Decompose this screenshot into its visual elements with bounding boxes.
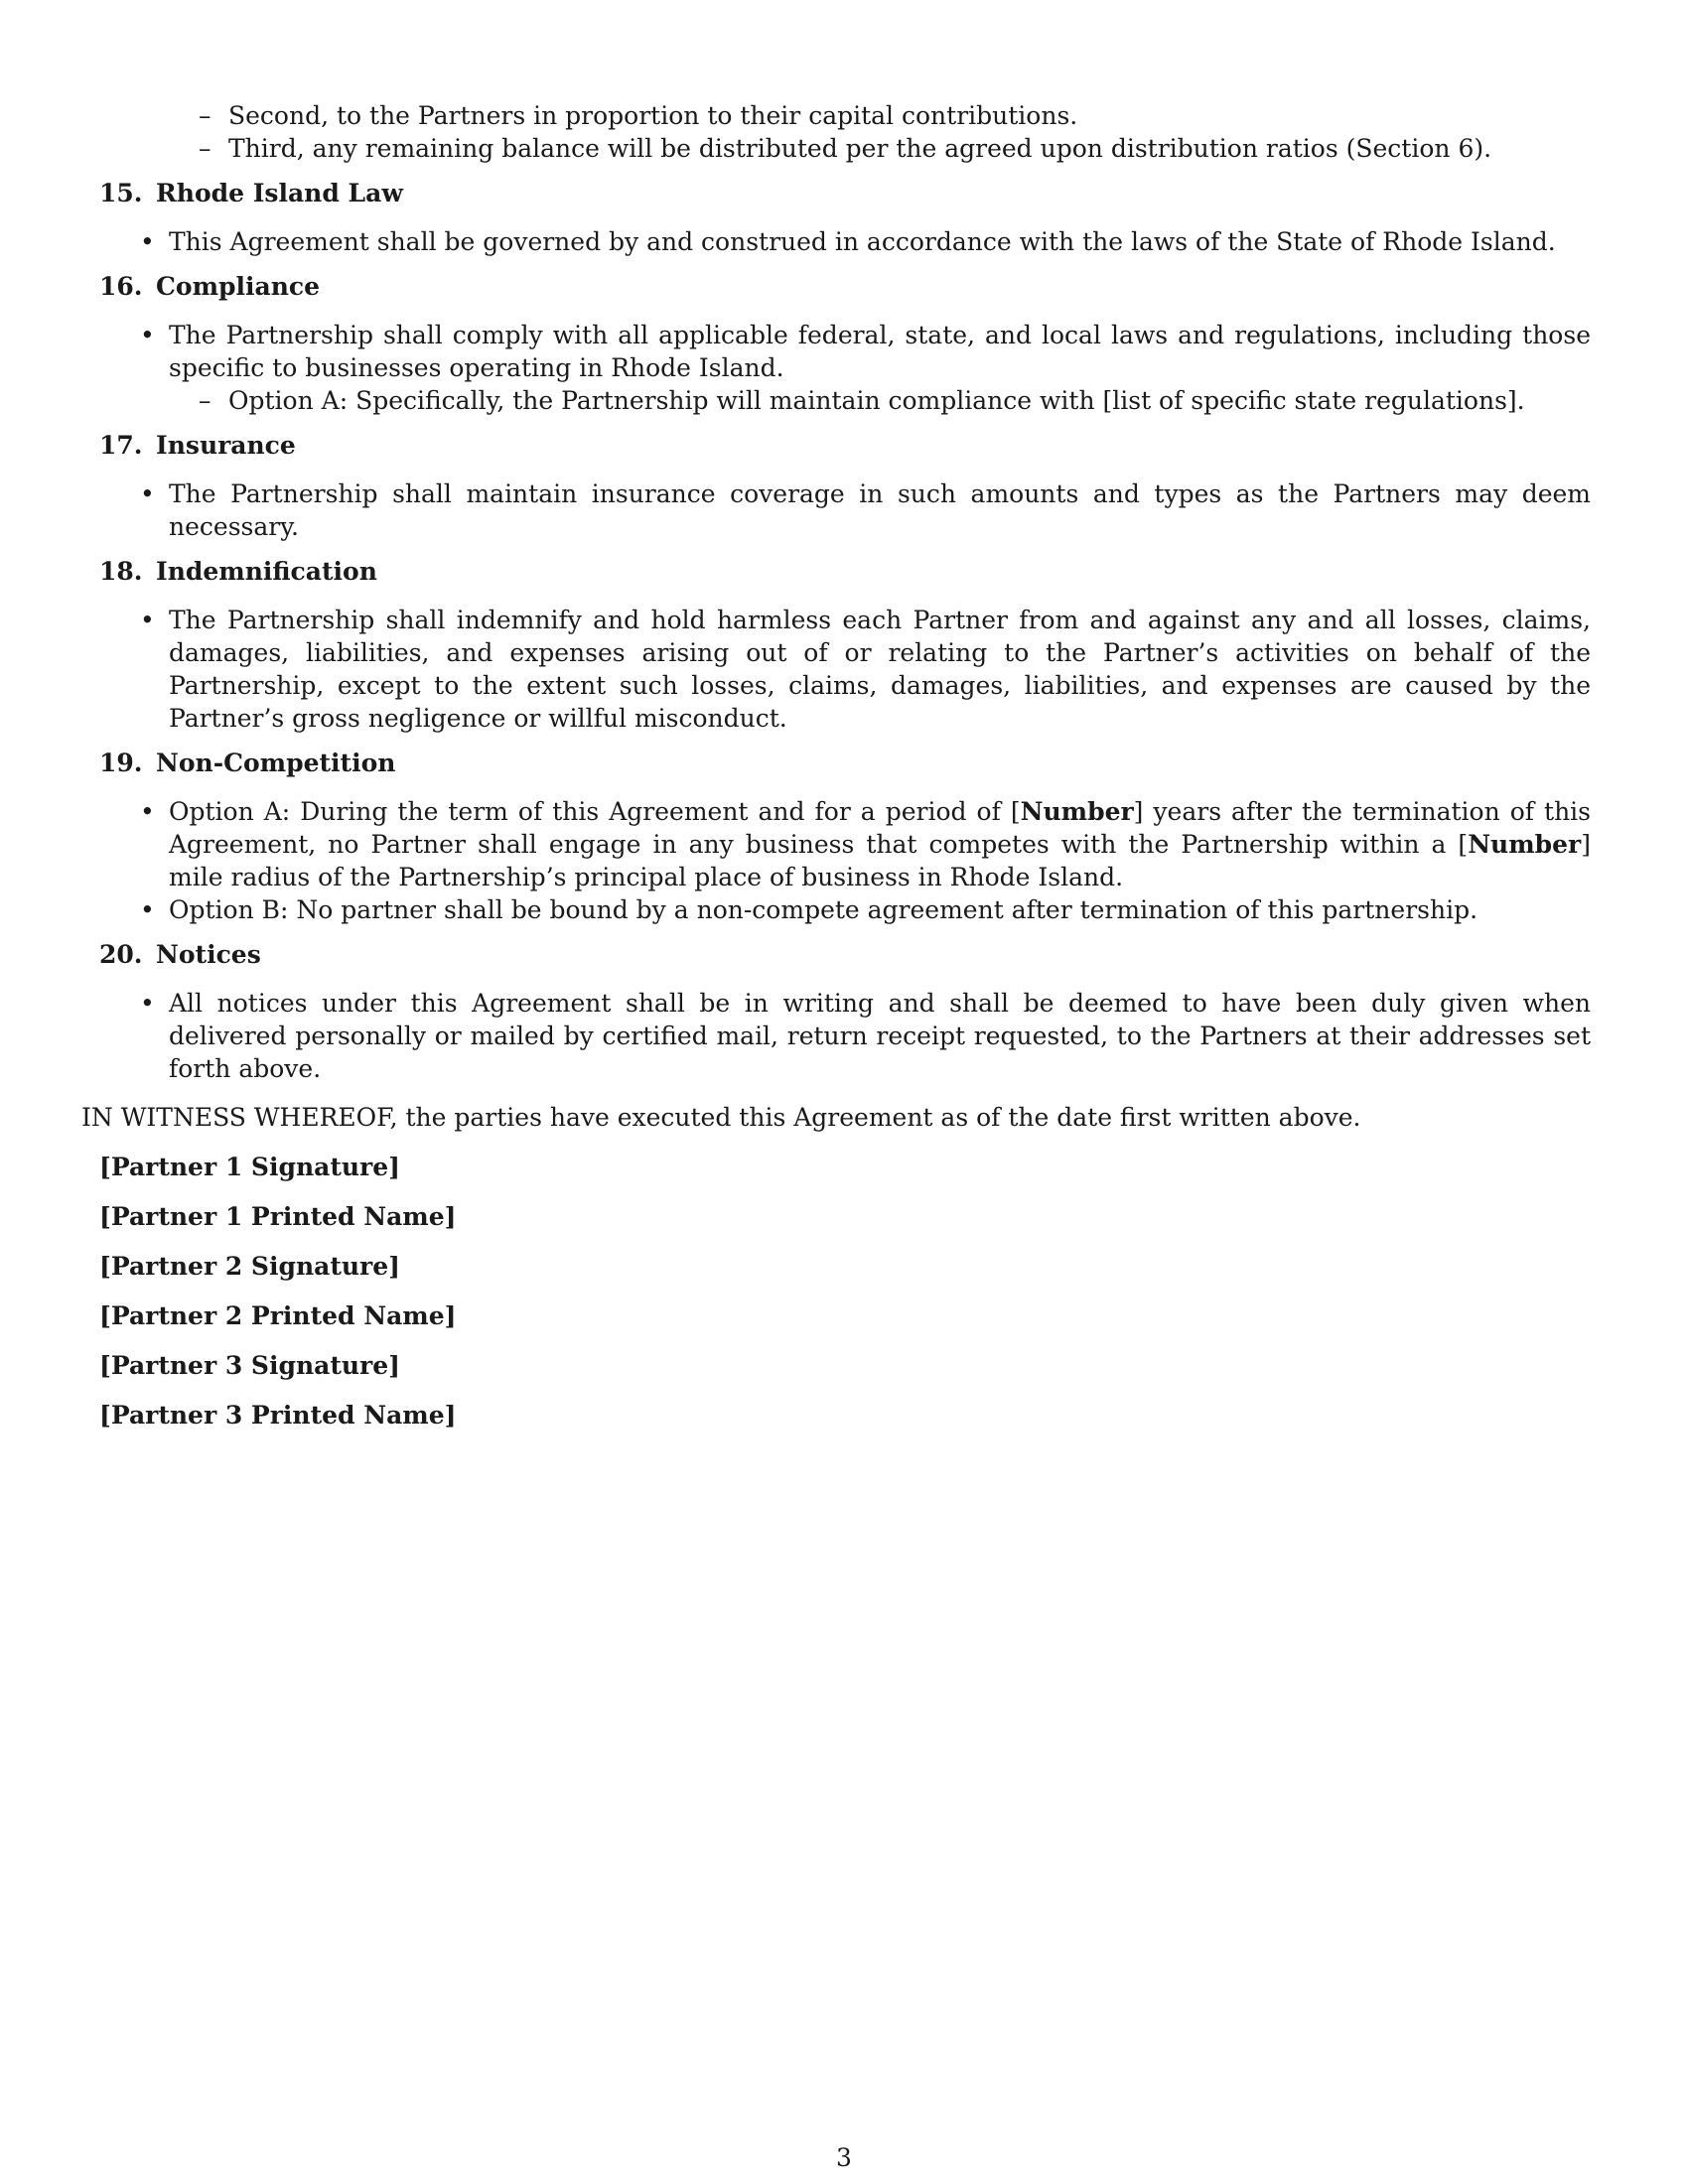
list-item: – Second, to the Partners in proportion to their capital contributions. — [199, 101, 1078, 130]
witness-clause: IN WITNESS WHEREOF, the parties have executed this Agreement as of the date first written above. — [81, 1103, 1361, 1132]
list-item: – Option A: Specifically, the Partnership will maintain compliance with [list of specific state regulations]. — [199, 386, 1525, 415]
list-item: • The Partnership shall maintain insurance coverage in such amounts and types as the Partners may deem necessary. — [140, 479, 1591, 541]
document-body — [81, 99, 1591, 1432]
list-item: – Third, any remaining balance will be distributed per the agreed upon distribution ratios (Section 6). — [199, 134, 1492, 163]
list-item: • This Agreement shall be governed by and construed in accordance with the laws of the State of Rhode Island. — [140, 227, 1556, 256]
list-item: • All notices under this Agreement shall be in writing and shall be deemed to have been duly given when delivered personally or mailed by certified mail, return receipt requested, to the Partners at their addresses set forth above. — [140, 989, 1591, 1083]
list-item: • The Partnership shall comply with all applicable federal, state, and local laws and regulations, including those specific to businesses operating in Rhode Island. — [140, 321, 1591, 382]
list-item: • Option A: During the term of this Agreement and for a period of [Number] years after the termination of this Agreement, no Partner shall engage in any business that competes with the Partnership within a [Number] mile radius of the Partnership’s principal place of business in Rhode Island. — [140, 797, 1591, 891]
printed-name-partner-2: [Partner 2 Printed Name] — [99, 1301, 457, 1330]
list-item: • Option B: No partner shall be bound by a non-compete agreement after termination of this partnership. — [140, 895, 1478, 924]
section-heading-15: 15. Rhode Island Law — [99, 179, 403, 207]
signature-partner-2: [Partner 2 Signature] — [99, 1252, 400, 1281]
signature-partner-3: [Partner 3 Signature] — [99, 1351, 400, 1380]
section-heading-19: 19. Non-Competition — [99, 749, 396, 777]
section-heading-20: 20. Notices — [99, 940, 261, 969]
printed-name-partner-1: [Partner 1 Printed Name] — [99, 1202, 457, 1231]
section-heading-18: 18. Indemnification — [99, 557, 377, 586]
list-item: • The Partnership shall indemnify and hold harmless each Partner from and against any and all losses, claims, damages, liabilities, and expenses arising out of or relating to the Partner’s activities on behalf of the Partnership, except to the extent such losses, claims, damages, liabilities, and expenses are caused by the Partner’s gross negligence or willful misconduct. — [140, 606, 1591, 733]
section-heading-17: 17. Insurance — [99, 431, 296, 460]
section-heading-16: 16. Compliance — [99, 272, 321, 301]
signature-partner-1: [Partner 1 Signature] — [99, 1153, 400, 1181]
printed-name-partner-3: [Partner 3 Printed Name] — [99, 1401, 457, 1430]
page-number: 3 — [836, 2143, 852, 2172]
